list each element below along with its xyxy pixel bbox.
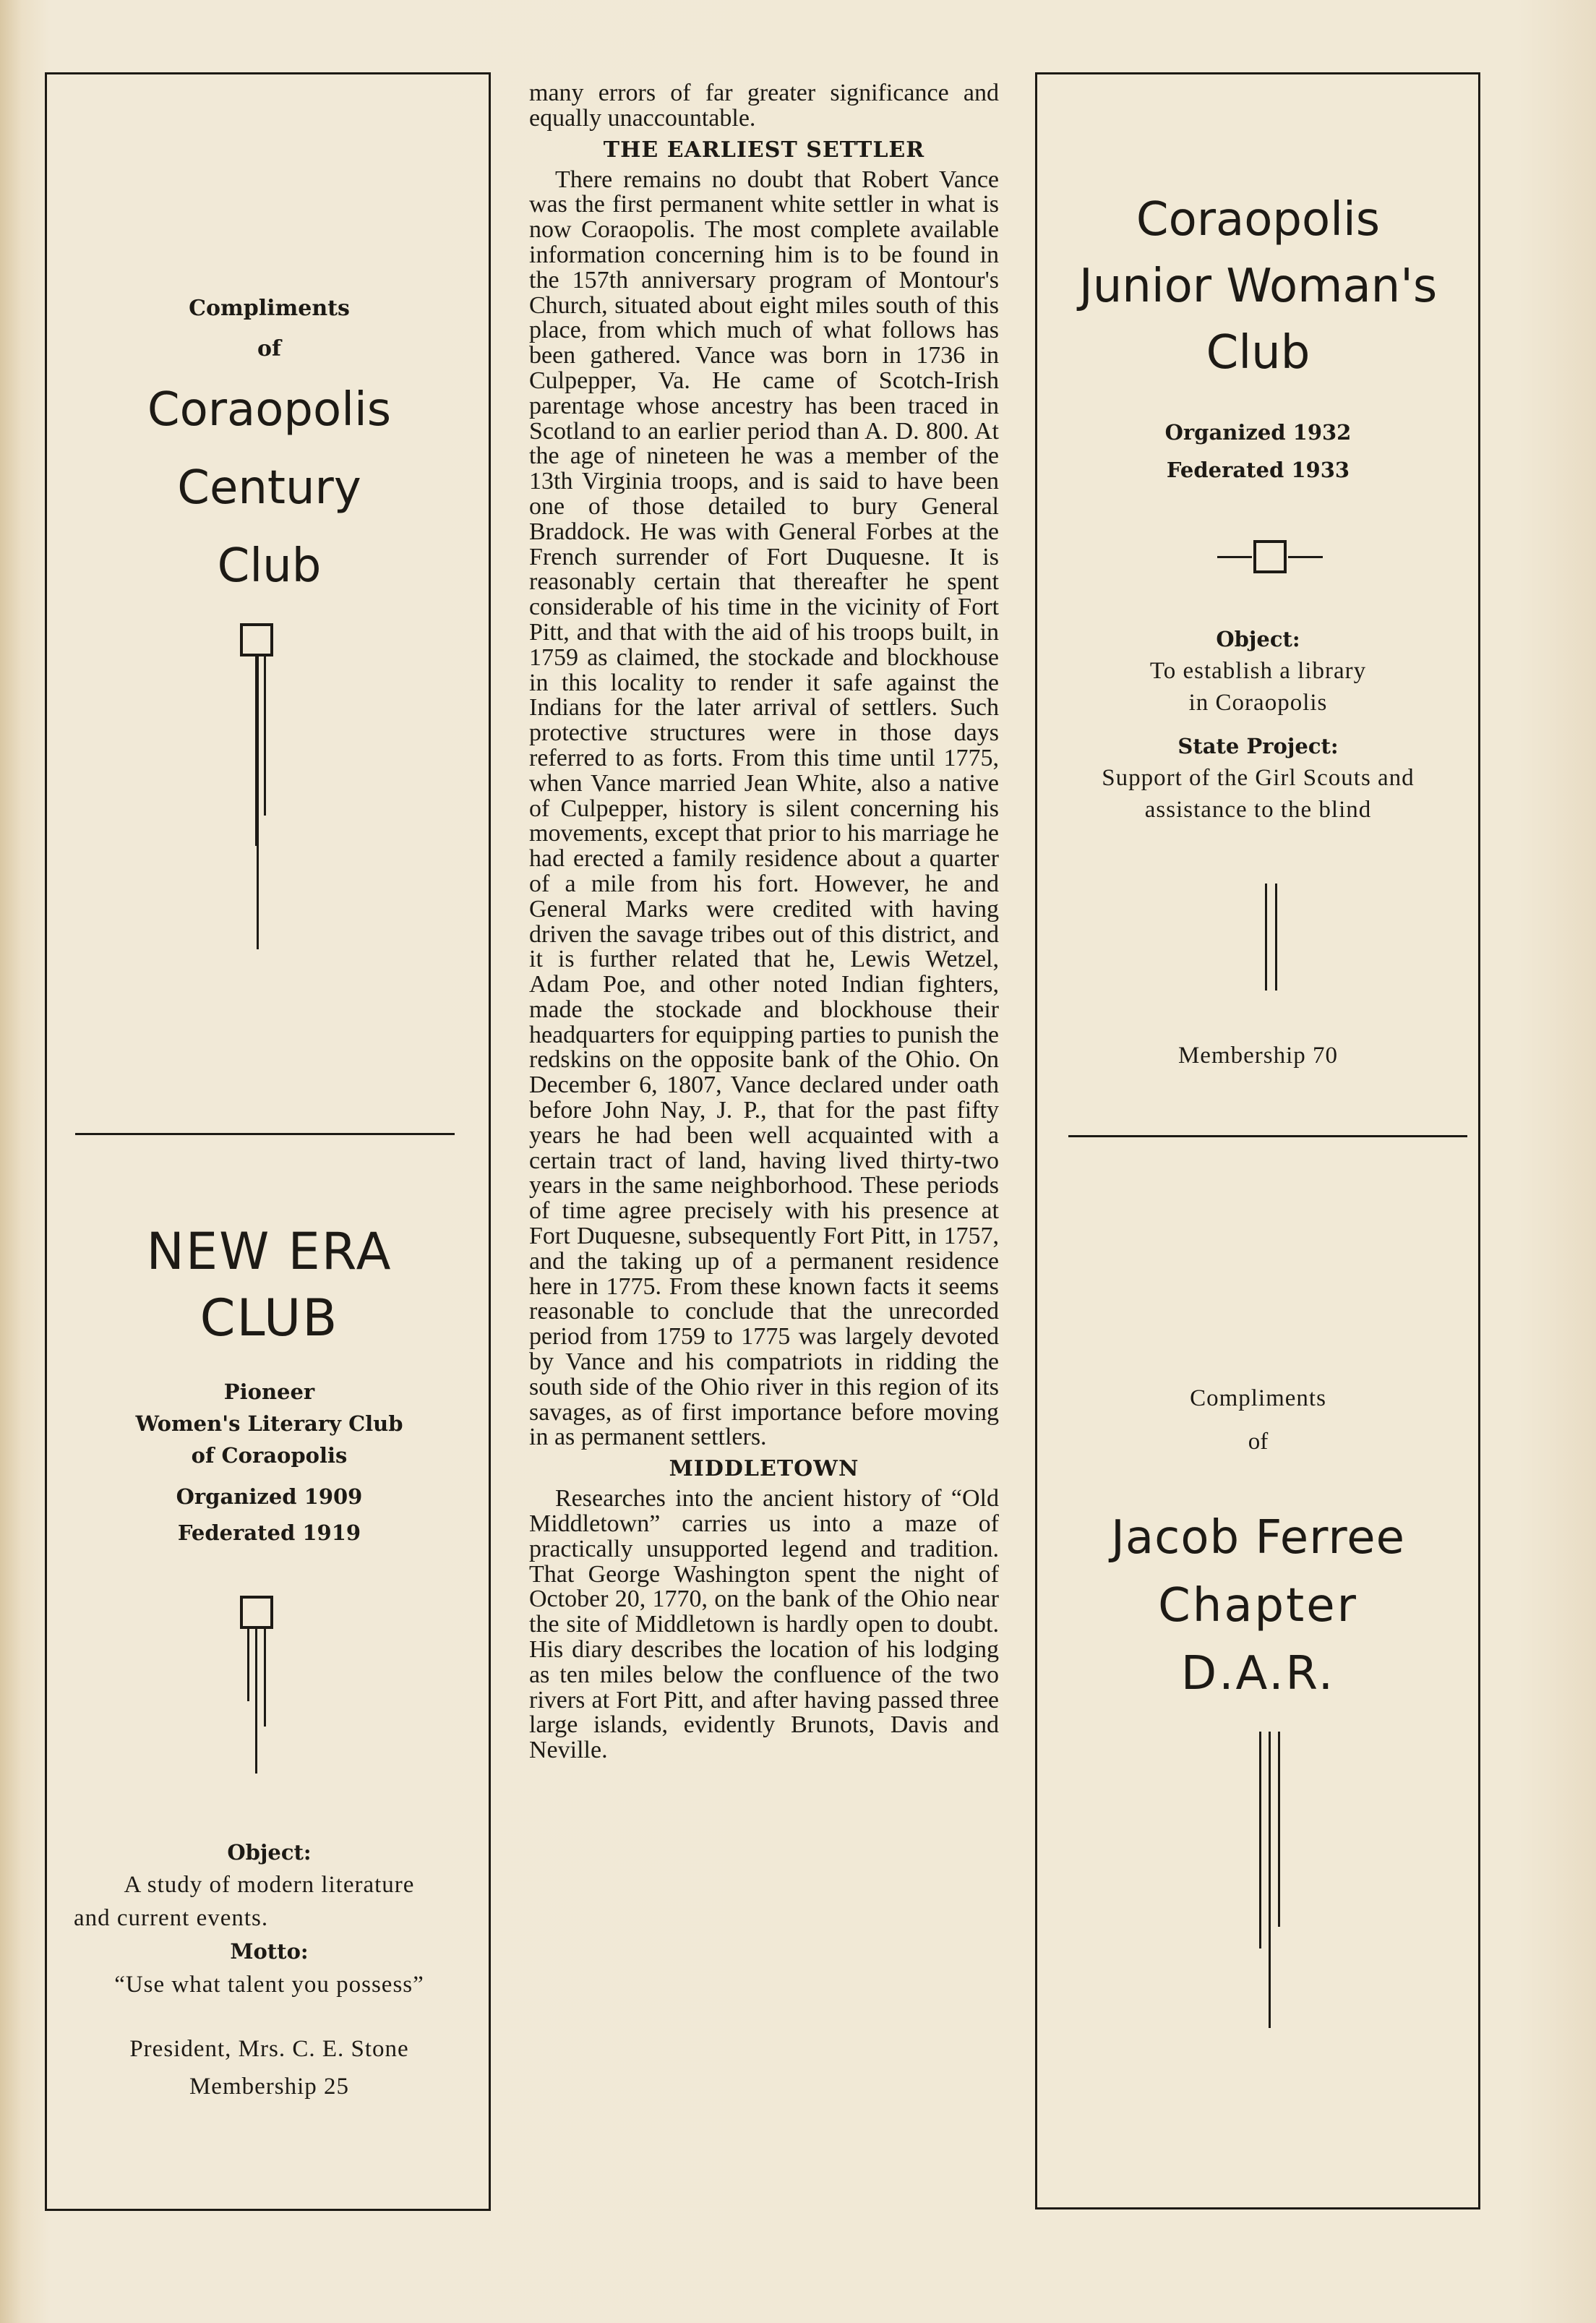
president-text: President, Mrs. C. E. Stone [129, 2036, 409, 2062]
ornament-double-line [1265, 884, 1279, 991]
new-era-club-ad [58, 1218, 481, 1551]
state-project-line1: Support of the Girl Scouts and [1102, 765, 1415, 791]
new-era-title-line2: CLUB [200, 1288, 339, 1348]
right-divider [1068, 1135, 1467, 1137]
dar-name-line2: Chapter [1158, 1579, 1358, 1633]
junior-object-line2: in Coraopolis [1188, 690, 1328, 716]
junior-club-name-line1: Coraopolis [1136, 193, 1381, 247]
ornament-long-line [257, 656, 259, 949]
ornament-square-dashes [1217, 540, 1326, 573]
junior-membership-text: Membership 70 [1177, 1043, 1339, 1069]
compliments-label: Compliments [189, 296, 350, 321]
junior-federated-year: Federated 1933 [1166, 458, 1350, 482]
object-text-line2: and current events. [74, 1905, 269, 1931]
pioneer-label: Pioneer [223, 1379, 315, 1404]
new-era-details [58, 1836, 481, 2105]
junior-object-label: Object: [1216, 627, 1300, 651]
century-club-ad [58, 293, 481, 605]
dar-chapter-ad [1047, 1381, 1470, 1708]
new-era-title-line1: NEW ERA [146, 1222, 392, 1281]
ornament-square-lines-2 [240, 1596, 276, 1784]
dar-name-line1: Jacob Ferree [1111, 1511, 1405, 1565]
junior-membership [1047, 1038, 1470, 1073]
object-label: Object: [227, 1840, 312, 1865]
heading-middletown: MIDDLETOWN [669, 1456, 859, 1482]
article-intro: many errors of far greater significance and equally unaccountable. [529, 80, 999, 132]
junior-club-name-line2: Junior Woman's [1078, 260, 1438, 313]
state-project-label: State Project: [1177, 734, 1339, 758]
federated-year: Federated 1919 [177, 1520, 361, 1545]
membership-text: Membership 25 [189, 2074, 350, 2100]
club-name-line3: Club [217, 539, 322, 593]
state-project-line2: assistance to the blind [1144, 797, 1372, 823]
dar-name-line3: D.A.R. [1180, 1647, 1336, 1700]
paragraph-middletown: Researches into the ancient history of “Old Middletown” carries us into a maze of practically unsupported legend and tradition. That George Washington spent the night of October 20, 1770, on the bank of the Ohio near the site of Middletown is hardly open to doubt. His diary describes the location of his lodging as ten miles below the confluence of the two rivers at Fort Pitt, and after having passed three large islands, evidently Brunots, Davis and Neville. [529, 1485, 999, 1764]
junior-woman-club-ad [1047, 187, 1470, 489]
dar-compliments-label: Compliments [1190, 1385, 1326, 1411]
ornament-triple-line [1259, 1732, 1288, 2028]
dar-of-label: of [1248, 1429, 1269, 1455]
junior-organized-year: Organized 1932 [1164, 420, 1352, 445]
junior-club-name-line3: Club [1206, 326, 1310, 380]
heading-earliest-settler: THE EARLIEST SETTLER [603, 137, 925, 163]
object-text-line1: A study of modern literature [124, 1872, 415, 1898]
motto-text: “Use what talent you possess” [114, 1972, 424, 1998]
club-name-line1: Coraopolis [147, 383, 392, 437]
motto-label: Motto: [230, 1939, 309, 1964]
literary-club-label: Women's Literary Club [135, 1411, 403, 1436]
left-divider [75, 1133, 455, 1135]
organized-year: Organized 1909 [176, 1484, 363, 1509]
of-label: of [257, 336, 281, 362]
article-column [529, 81, 999, 1763]
junior-object-line1: To establish a library [1149, 658, 1367, 684]
paragraph-earliest-settler: There remains no doubt that Robert Vance was the first permanent white settler in what is now Coraopolis. The most complete available information concerning him is to be found in the 157th anniversary program of Montour's Church, situated about eight miles south of this place, from which much of what follows has been gathered. Vance was born in 1736 in Culpepper, Va. He came of Scotch-Irish parentage whose ancestry has been traced in Scotland to an earlier period than A. D. 800. At the age of nineteen he was a member of the 13th Virginia troops, and is said to have been one of those detailed to bury General Braddock. He was with General Forbes at the French surrender of Fort Duquesne. It is reasonably certain that thereafter he spent considerable of his time in the vicinity of Fort Pitt, and that with the aid of his troops built, in 1759 as claimed, the stockade and blockhouse in this locality to render it safe against the Indians for the later arrival of settlers. Such protective structures were in those days referred to as forts. From this time until 1775, when Vance married Jean White, also a native of Culpepper, history is silent concerning his movements, except that prior to his marriage he had erected a family residence about a quarter of a mile from his fort. However, he and General Marks were credited with having driven the savage tribes out of this district, and it is further related that he, Lewis Wetzel, Adam Poe, and other noted Indian fighters, made the stockade and blockhouse their headquarters for equipping parties to punish the redskins on the opposite bank of the Ohio. On December 6, 1807, Vance declared under oath before John Nay, J. P., that for the past fifty years he had been well acquainted with a certain tract of land, having lived thirty-two years in the same neighborhood. These periods of time agree precisely with his presence at Fort Duquesne, subsequently Fort Pitt, in 1757, and the taking up of a permanent residence here in 1775. From these known facts it seems reasonable to conclude that the unrecorded period from 1759 to 1775 was largely devoted by Vance and his compatriots in ridding the south side of the Ohio river in this region of its savages, as of first importance before moving in as permanent settlers. [529, 166, 999, 1451]
of-coraopolis-label: of Coraopolis [191, 1443, 348, 1468]
junior-club-details [1047, 623, 1470, 826]
club-name-line2: Century [177, 461, 361, 515]
